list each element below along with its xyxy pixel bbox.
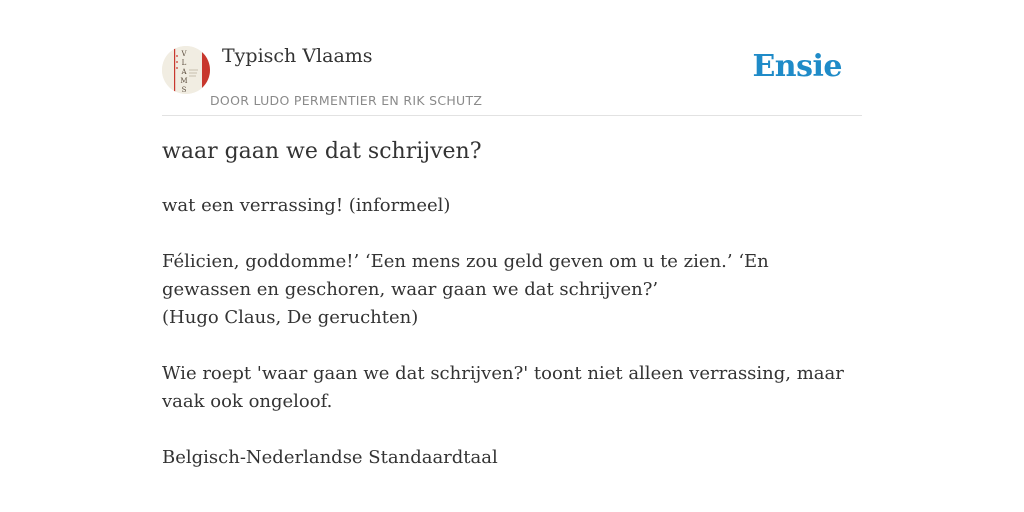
entry-example: [162, 248, 862, 332]
brand-logo[interactable]: Ensie: [752, 49, 842, 84]
dictionary-header: [162, 0, 862, 116]
entry-region: Belgisch-Nederlandse Standaardtaal: [162, 447, 498, 468]
example-quote: Félicien, goddomme!’ ‘Een mens zou geld geven om u te zien.’ ‘En gewassen en geschoren, waar gaan we dat schrijven?’: [162, 251, 769, 300]
dictionary-title[interactable]: Typisch Vlaams: [222, 45, 373, 67]
example-source: (Hugo Claus, De geruchten): [162, 307, 419, 328]
svg-text:S: S: [181, 86, 187, 94]
page: [162, 0, 862, 512]
svg-text:L: L: [181, 59, 187, 67]
dictionary-authors: DOOR LUDO PERMENTIER EN RIK SCHUTZ: [210, 93, 483, 108]
entry-headword: waar gaan we dat schrijven?: [162, 139, 482, 164]
svg-text:V: V: [181, 50, 187, 58]
book-cover-graphic: [162, 46, 210, 94]
entry-definition: wat een verrassing! (informeel): [162, 195, 451, 216]
svg-text:M: M: [180, 77, 188, 85]
svg-text:A: A: [181, 68, 187, 76]
book-cover-icon[interactable]: [162, 46, 210, 94]
entry-note: Wie roept 'waar gaan we dat schrijven?' toont niet alleen verrassing, maar vaak ook ongeloof.: [162, 363, 844, 412]
